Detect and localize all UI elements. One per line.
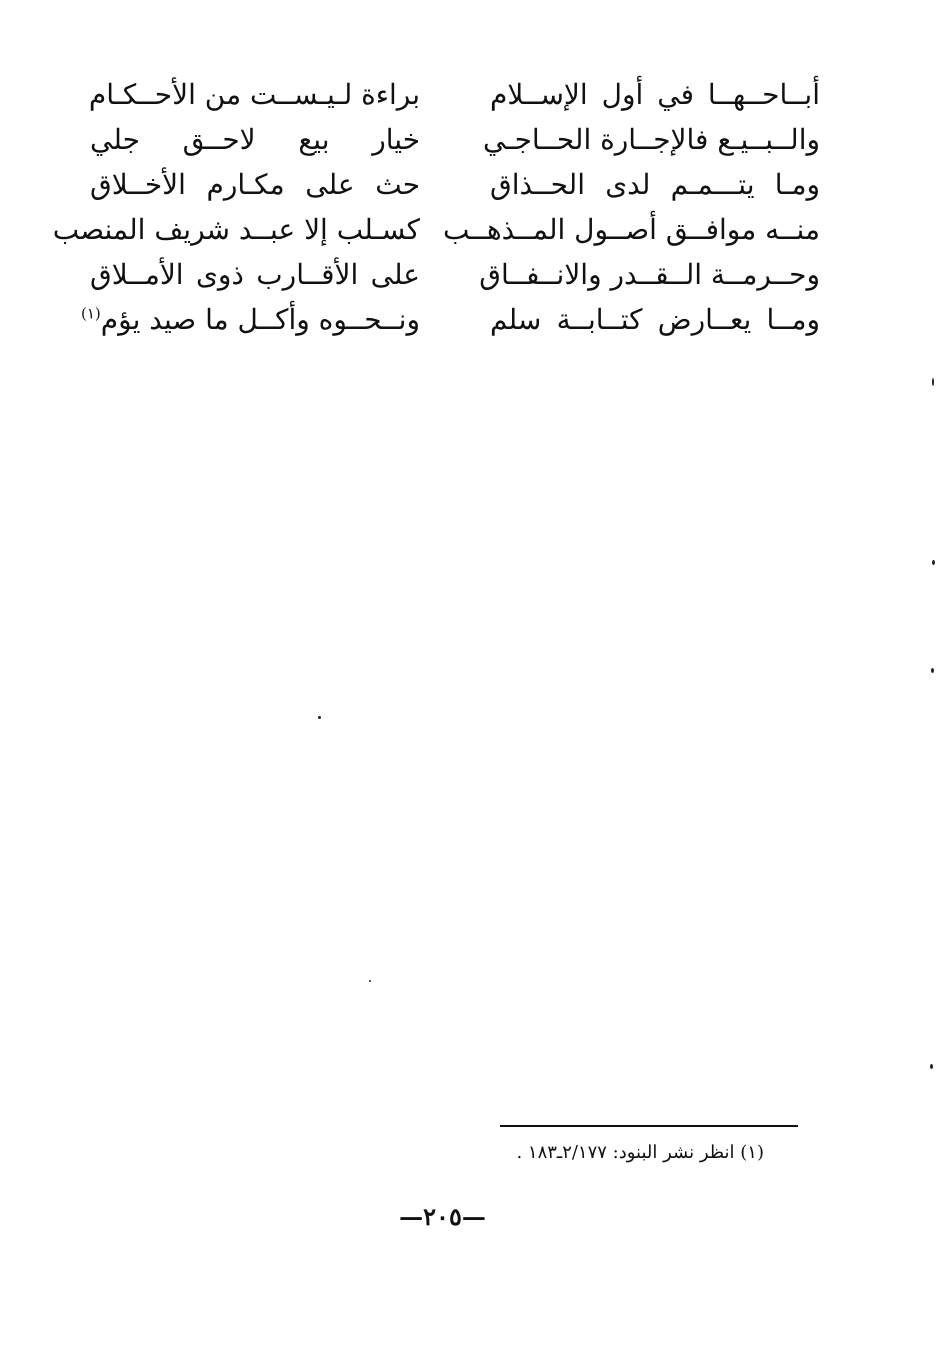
verse-first-hemistich: ومــا يعــارض كتــابــة سلم xyxy=(490,302,820,336)
verse-second-hemistich: على الأقــارب ذوى الأمــلاق xyxy=(90,257,420,291)
verse-line xyxy=(80,297,820,342)
page-number: —٢٠٥— xyxy=(399,1202,486,1231)
verse-first-hemistich: أبــاحــهــا في أول الإســلام xyxy=(490,77,820,111)
verse-second-hemistich: حث على مكـارم الأخــلاق xyxy=(90,167,420,201)
verse-second-hemistich: كسـلب إلا عبــد شريف المنصب xyxy=(52,212,420,246)
verse-line xyxy=(90,117,820,162)
scan-speck xyxy=(931,668,934,673)
footnote-reference-marker: (١) xyxy=(80,304,101,323)
verse-second-hemistich: براءة لـيـســت من الأحــكـام xyxy=(88,77,420,111)
verse-line xyxy=(90,72,820,117)
footnote: (١) انظر نشر البنود: ٢/١٧٧ـ١٨٣ . xyxy=(516,1142,764,1163)
scan-speck xyxy=(932,560,935,565)
verse-second-hemistich xyxy=(80,300,420,340)
scan-speck xyxy=(369,980,371,982)
scan-speck xyxy=(932,378,934,386)
footnote-separator-rule xyxy=(500,1125,798,1127)
verse-second-hemistich-text: ونــحــوه وأكــل ما صيد يؤم xyxy=(100,302,420,336)
verse-first-hemistich: ومـا يتـــمـم لدى الحــذاق xyxy=(490,167,820,201)
verse-second-hemistich: خيار بيع لاحــق جلي xyxy=(90,122,420,156)
poem-verses xyxy=(52,72,820,342)
verse-line xyxy=(52,207,820,252)
scan-speck xyxy=(930,1064,933,1069)
verse-line xyxy=(90,162,820,207)
verse-line xyxy=(90,252,820,297)
verse-first-hemistich: منــه موافــق أصــول المــذهــب xyxy=(443,212,820,246)
scan-speck xyxy=(318,716,321,719)
verse-first-hemistich: والــبــيـع فالإجــارة الحــاجـي xyxy=(483,122,820,156)
verse-first-hemistich: وحــرمــة الــقــدر والانــفــاق xyxy=(479,257,820,291)
